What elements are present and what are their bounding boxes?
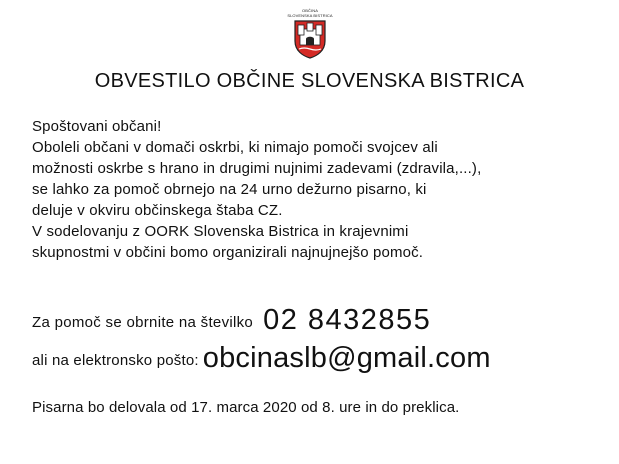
crest-caption-bottom: SLOVENSKA BISTRICA [287,13,333,18]
phone-label: Za pomoč se obrnite na številko [32,314,254,331]
phone-number[interactable]: 02 8432855 [263,304,432,336]
body-line: se lahko za pomoč obrnejo na 24 urno dežurno pisarno, ki [32,181,427,198]
email-label: ali na elektronsko pošto: [32,352,199,369]
email-contact [32,342,491,375]
body-line: Oboleli občani v domači oskrbi, ki nimajo pomoči svojcev ali [32,139,438,156]
body-line: deluje v okviru občinskega štaba CZ. [32,202,283,219]
notice-body [32,116,602,263]
body-line: možnosti oskrbe s hrano in drugimi nujnimi zadevami (zdravila,...), [32,160,482,177]
body-line: skupnostmi v občini bomo organizirali najnujnejšo pomoč. [32,244,424,261]
coat-of-arms-icon [293,19,327,59]
page-title: OBVESTILO OBČINE SLOVENSKA BISTRICA [94,70,525,92]
office-hours-note: Pisarna bo delovala od 17. marca 2020 od 8. ure in do preklica. [32,399,460,416]
body-line: V sodelovanju z OORK Slovenska Bistrica in krajevnimi [32,223,409,240]
crest-caption-top: OBČINA [302,8,318,13]
greeting-line: Spoštovani občani! [32,118,162,135]
email-address[interactable]: obcinaslb@gmail.com [202,342,491,374]
phone-contact [32,304,431,337]
municipal-crest [284,8,336,59]
